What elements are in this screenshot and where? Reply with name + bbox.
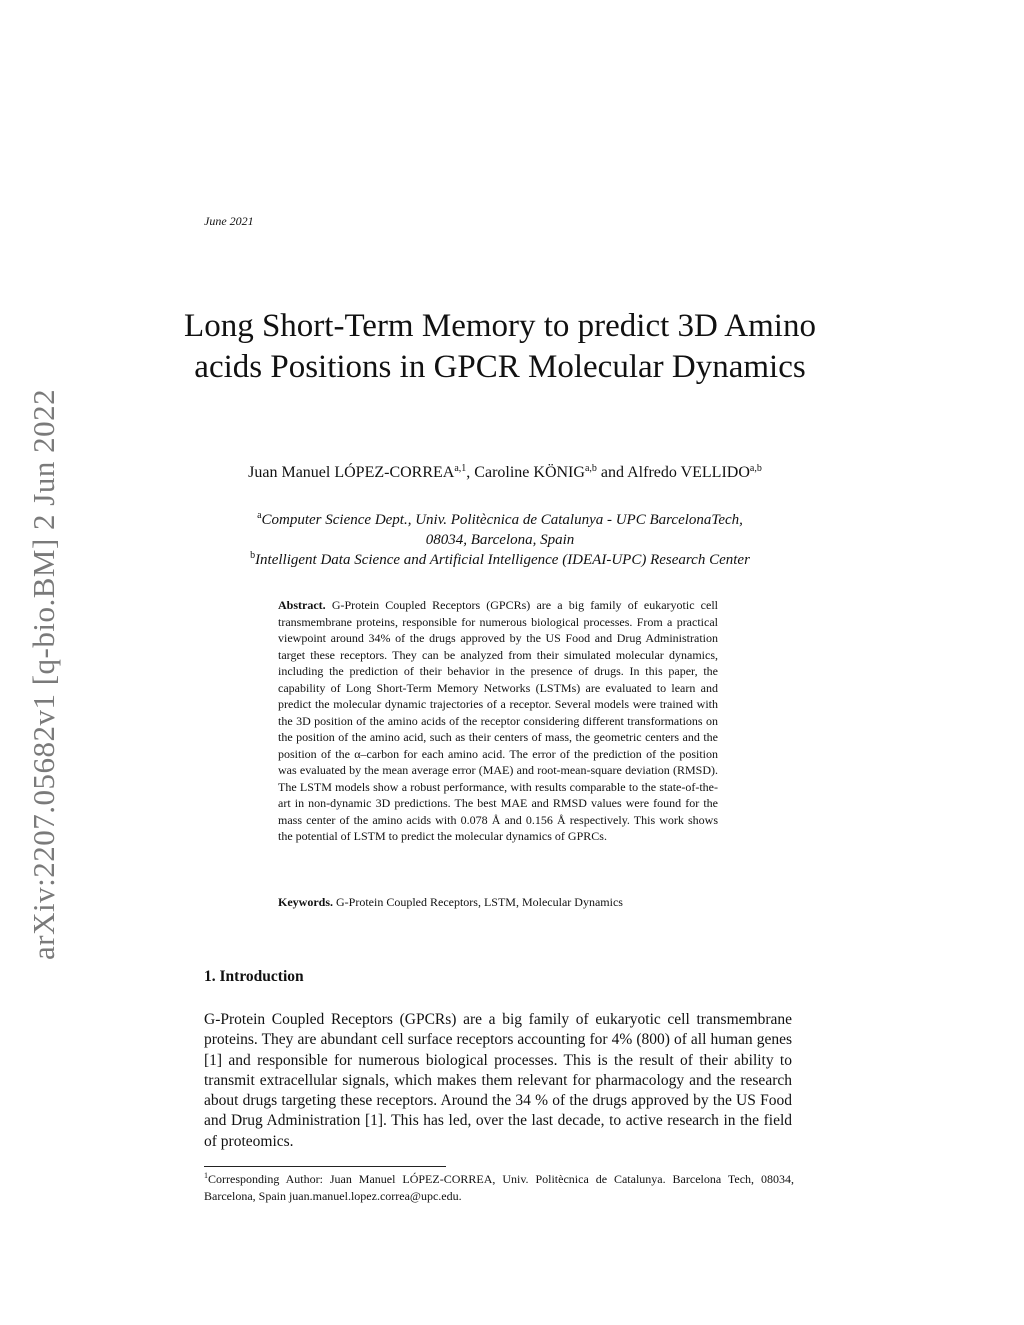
abstract-text: G-Protein Coupled Receptors (GPCRs) are a big family of eukaryotic cell transmembrane proteins, responsible for numerous biological processes. From a practical viewpoint around 34% of the drugs approved by the US Food and Drug Administration target these receptors. They can be analyzed from their simulated molecular dynamics, including the prediction of their behavior in the presence of drugs. In this paper, the capability of Long Short-Term Memory Networks (LSTMs) are evaluated to learn and predict the molecular dynamic trajectories of a receptor. Several models were trained with the 3D position of the amino acids of the receptor considering different transformations on the position of the amino acid, such as their centers of mass, the geometric centers and the position of the α–carbon for each amino acid. The error of the prediction of the position was evaluated by the mean average error (MAE) and root-mean-square deviation (RMSD). The LSTM models show a robust performance, with results comparable to the state-of-the-art in non-dynamic 3D predictions. The best MAE and RMSD values were found for the mass center of the amino acids with 0.078 Å and 0.156 Å respectively. This work shows the potential of LSTM to predict the molecular dynamics of GPRCs. [278,598,718,843]
paper-title: Long Short-Term Memory to predict 3D Amino acids Positions in GPCR Molecular Dynamics [184,308,816,385]
paper-date: June 2021 [204,214,254,228]
keywords [278,894,738,910]
affiliation-a: $^a$Computer Science Dept., Univ. Politècnica de Catalunya - UPC BarcelonaTech, [257,510,743,528]
author-name: and Alfredo VELLIDO [596,464,750,481]
affiliations [160,510,840,570]
footnote-mark: 1 [204,1171,208,1180]
affiliation-b: $^b$Intelligent Data Science and Artificial Intelligence (IDEAI-UPC) Research Center [250,550,750,568]
keywords-label: Keywords. [278,895,333,909]
abstract-label: Abstract. [278,598,326,612]
introduction-paragraph: G-Protein Coupled Receptors (GPCRs) are a big family of eukaryotic cell transmembrane proteins. They are abundant cell surface receptors accounting for 4% (800) of all human genes [1] and responsible for numerous biological processes. This is the result of their ability to transmit extracellular signals, which makes them relevant for pharmacology and the research about drugs targeting these receptors. Around the 34 % of the drugs approved by the US Food and Drug Administration [1]. This has led, over the last decade, to active research in the field of proteomics. [204,1011,792,1150]
author-affiliation-mark: a,1 [454,463,467,474]
arxiv-identifier: arXiv:2207.05682v1 [q-bio.BM] 2 Jun 2022 [26,388,61,960]
footnote-divider [204,1166,446,1167]
abstract [278,597,718,845]
author-name: Juan Manuel LÓPEZ-CORREA [248,464,455,481]
author-affiliation-mark: a,b [584,463,597,474]
affiliation-a-address: 08034, Barcelona, Spain [425,532,575,548]
footnote [204,1171,794,1205]
footnote-text: Corresponding Author: Juan Manuel LÓPEZ-CORREA, Univ. Politècnica de Catalunya. Barcelona Tech, 08034, Barcelona, Spain juan.manuel.lopez.correa@upc.edu. [204,1172,794,1203]
section-heading-introduction: 1. Introduction [204,968,304,985]
keywords-text: G-Protein Coupled Receptors, LSTM, Molecular Dynamics [333,895,623,909]
author-name: , Caroline KÖNIG [466,464,585,481]
author-affiliation-mark: a,b [749,463,762,474]
author-list [160,462,850,484]
